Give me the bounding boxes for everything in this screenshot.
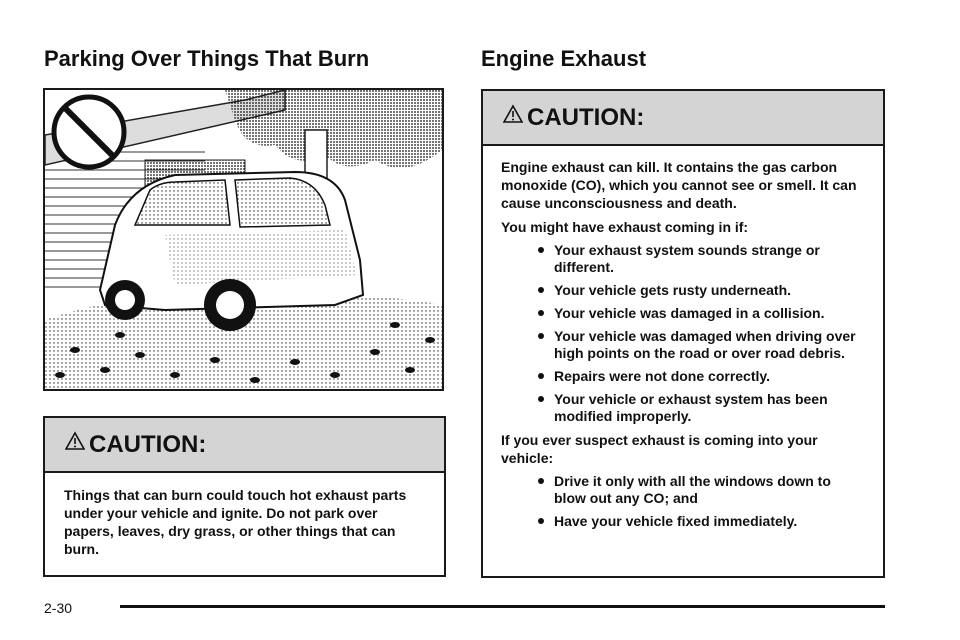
heading-engine-exhaust: Engine Exhaust [481, 46, 647, 71]
footer-rule [120, 605, 885, 608]
list-item: Drive it only with all the windows down to blow out any CO; and [534, 473, 863, 507]
caution-title: CAUTION: [89, 430, 207, 458]
caution-text: Things that can burn could touch hot exhaust parts under your vehicle and ignite. Do not park over papers, leaves, dry grass, or other things that can burn. [64, 487, 407, 557]
list-item: Your vehicle was damaged when driving over high points on the road or over road debris. [534, 328, 863, 362]
list-item: Have your vehicle fixed immediately. [534, 513, 863, 530]
caution-header [45, 418, 444, 473]
list-item: Repairs were not done correctly. [534, 368, 863, 385]
prohibition-icon [54, 97, 124, 167]
list-item: Your vehicle was damaged in a collision. [534, 305, 863, 322]
list-item: Your vehicle or exhaust system has been modified improperly. [534, 391, 863, 425]
heading-parking-over-things-that-burn: Parking Over Things That Burn [44, 46, 370, 71]
exhaust-actions-list [501, 473, 863, 530]
warning-triangle-icon [65, 431, 85, 451]
caution-box-parking [43, 416, 446, 577]
caution-header [483, 91, 883, 146]
exhaust-signs-list [501, 242, 863, 425]
warning-triangle-icon [503, 104, 523, 124]
illustration-drawing [45, 90, 442, 389]
caution-title: CAUTION: [527, 103, 645, 131]
caution-box-engine-exhaust [481, 89, 885, 578]
page-number: 2-30 [44, 600, 73, 616]
caution-body [483, 146, 883, 530]
list1-lead: You might have exhaust coming in if: [501, 219, 749, 235]
caution-body [45, 473, 444, 558]
list-item: Your vehicle gets rusty underneath. [534, 282, 863, 299]
vehicle-over-leaves-illustration [43, 88, 444, 391]
caution-intro: Engine exhaust can kill. It contains the gas carbon monoxide (CO), which you cannot see or smell. It can cause unconsciousness and death. [501, 159, 857, 211]
list2-lead: If you ever suspect exhaust is coming into your vehicle: [501, 432, 818, 466]
list-item: Your exhaust system sounds strange or different. [534, 242, 863, 276]
